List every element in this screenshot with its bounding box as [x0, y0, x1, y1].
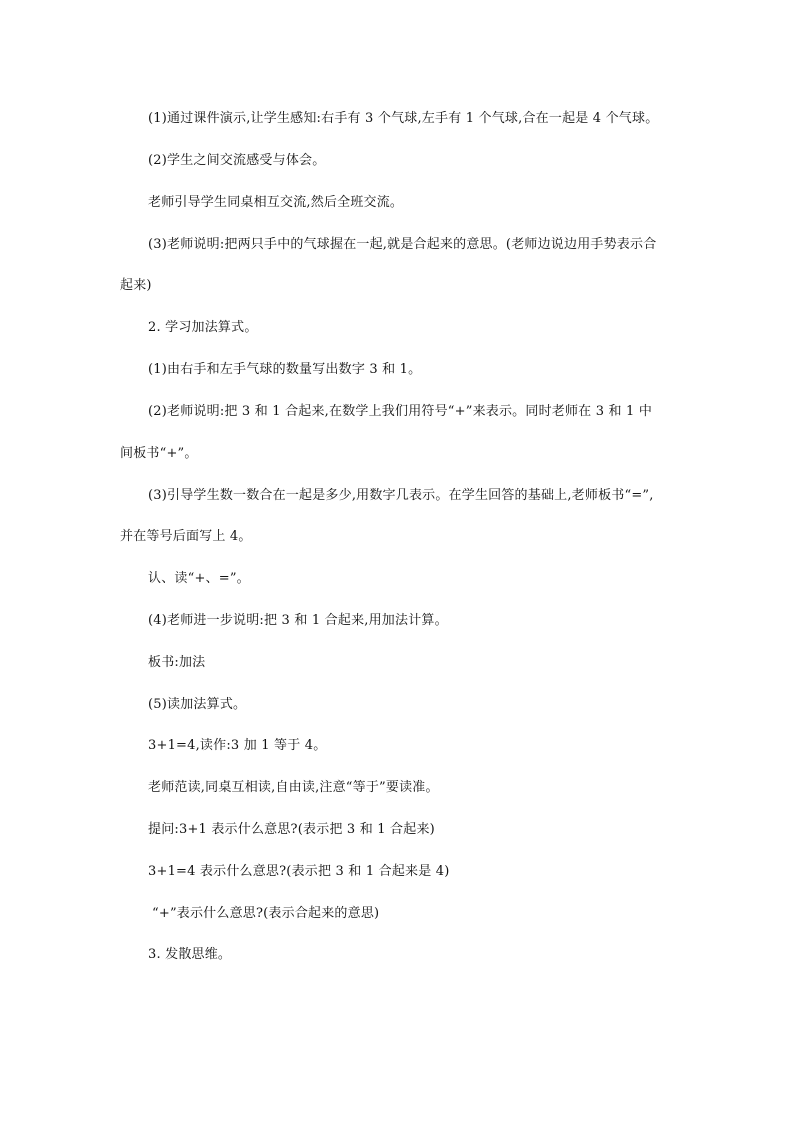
section-heading: 2. 学习加法算式。	[148, 320, 258, 335]
paragraph-line: 间板书“+”。	[120, 446, 198, 461]
paragraph-line: (2)老师说明:把 3 和 1 合起来,在数学上我们用符号“+”来表示。同时老师在 3 和 1 中	[148, 404, 653, 419]
paragraph-line: 3+1=4 表示什么意思?(表示把 3 和 1 合起来是 4)	[148, 864, 450, 879]
paragraph-line: 并在等号后面写上 4。	[120, 529, 252, 544]
paragraph-line: (3)老师说明:把两只手中的气球握在一起,就是合起来的意思。(老师边说边用手势表示合	[148, 237, 657, 252]
paragraph-line: (1)由右手和左手气球的数量写出数字 3 和 1。	[148, 362, 422, 377]
paragraph-line: 认、读“+、=”。	[148, 571, 250, 586]
paragraph-line: 老师引导学生同桌相互交流,然后全班交流。	[148, 195, 404, 210]
paragraph-line: 3+1=4,读作:3 加 1 等于 4。	[148, 738, 327, 753]
paragraph-line: (4)老师进一步说明:把 3 和 1 合起来,用加法计算。	[148, 613, 448, 628]
paragraph-line: (5)读加法算式。	[148, 697, 247, 712]
paragraph-line: “+”表示什么意思?(表示合起来的意思)	[152, 906, 380, 921]
paragraph-line: 提问:3+1 表示什么意思?(表示把 3 和 1 合起来)	[148, 822, 435, 837]
paragraph-line: 板书:加法	[148, 655, 206, 670]
paragraph-line: 起来)	[120, 278, 152, 293]
paragraph-line: (3)引导学生数一数合在一起是多少,用数字几表示。在学生回答的基础上,老师板书“=”,	[148, 488, 654, 503]
paragraph-line: 老师范读,同桌互相读,自由读,注意“等于”要读准。	[148, 780, 439, 795]
paragraph-line: (2)学生之间交流感受与体会。	[148, 153, 326, 168]
paragraph-line: (1)通过课件演示,让学生感知:右手有 3 个气球,左手有 1 个气球,合在一起是 4 个气球。	[148, 111, 659, 126]
section-heading: 3. 发散思维。	[148, 947, 232, 962]
